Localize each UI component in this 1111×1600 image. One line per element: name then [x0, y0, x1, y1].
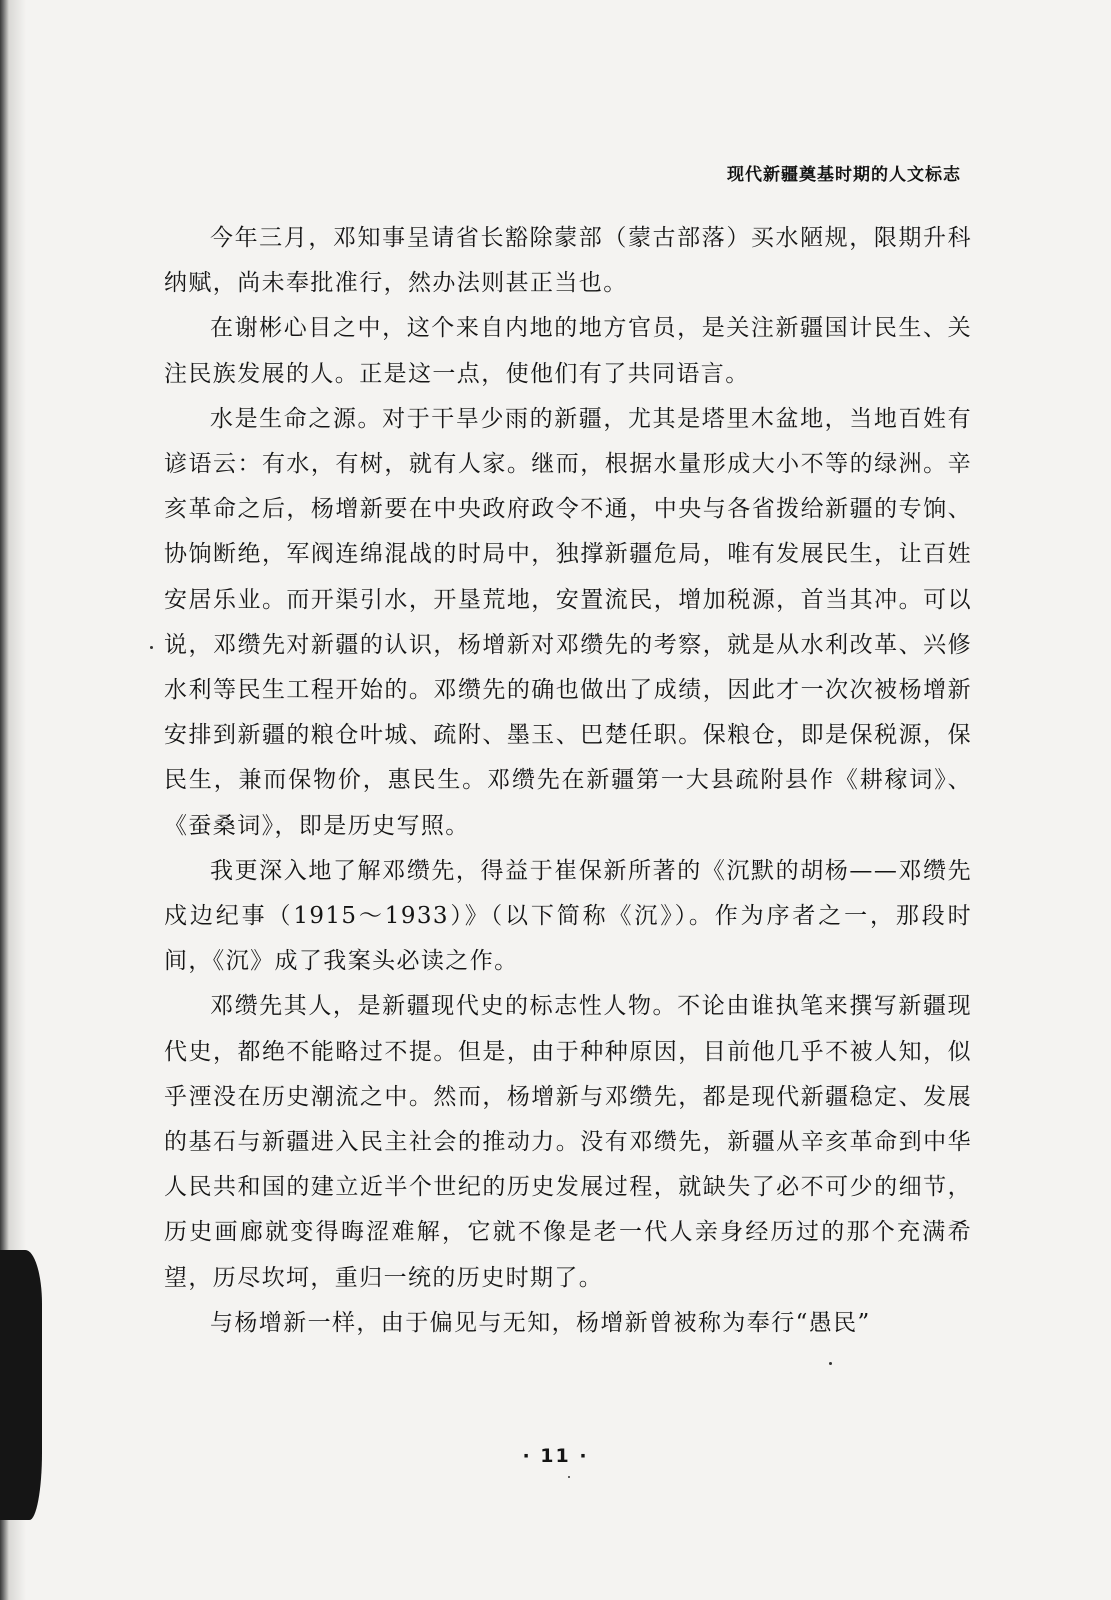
paragraph: 我更深入地了解邓缵先，得益于崔保新所著的《沉默的胡杨——邓缵先戍边纪事（1915～1933）》（以下简称《沉》）。作为序者之一，那段时间，《沉》成了我案头必读之作。 — [164, 857, 972, 975]
page-number: · 11 · — [522, 1445, 589, 1467]
paragraph: 与杨增新一样，由于偏见与无知，杨增新曾被称为奉行“愚民” — [210, 1309, 871, 1336]
running-title: 现代新疆奠基时期的人文标志 — [727, 165, 961, 185]
scan-speck — [150, 646, 153, 649]
paragraph: 水是生命之源。对于干旱少雨的新疆，尤其是塔里木盆地，当地百姓有谚语云：有水，有树，就有人家。继而，根据水量形成大小不等的绿洲。辛亥革命之后，杨增新要在中央政府政令不通，中央与各省拨给新疆的专饷、协饷断绝，军阀连绵混战的时局中，独撑新疆危局，唯有发展民生，让百姓安居乐业。而开渠引水，开垦荒地，安置流民，增加税源，首当其冲。可以说，邓缵先对新疆的认识，杨增新对邓缵先的考察，就是从水利改革、兴修水利等民生工程开始的。邓缵先的确也做出了成绩，因此才一次次被杨增新安排到新疆的粮仓叶城、疏附、墨玉、巴楚任职。保粮仓，即是保税源，保民生，兼而保物价，惠民生。邓缵先在新疆第一大县疏附县作《耕稼词》、《蚕桑词》，即是历史写照。 — [164, 405, 972, 839]
paragraph: 邓缵先其人，是新疆现代史的标志性人物。不论由谁执笔来撰写新疆现代史，都绝不能略过不提。但是，由于种种原因，目前他几乎不被人知，似乎湮没在历史潮流之中。然而，杨增新与邓缵先，都是现代新疆稳定、发展的基石与新疆进入民主社会的推动力。没有邓缵先，新疆从辛亥革命到中华人民共和国的建立近半个世纪的历史发展过程，就缺失了必不可少的细节，历史画廊就变得晦涩难解，它就不像是老一代人亲身经历过的那个充满希望，历尽坎坷，重归一统的历史时期了。 — [164, 993, 972, 1291]
scan-margin-blot — [0, 1250, 42, 1520]
body-text — [164, 216, 972, 1346]
paragraph: 今年三月，邓知事呈请省长豁除蒙部（蒙古部落）买水陋规，限期升科纳赋，尚未奉批准行，然办法则甚正当也。 — [164, 225, 972, 297]
scan-speck — [829, 1362, 832, 1365]
paragraph: 在谢彬心目之中，这个来自内地的地方官员，是关注新疆国计民生、关注民族发展的人。正是这一点，使他们有了共同语言。 — [164, 315, 972, 387]
scan-speck — [568, 1476, 570, 1478]
